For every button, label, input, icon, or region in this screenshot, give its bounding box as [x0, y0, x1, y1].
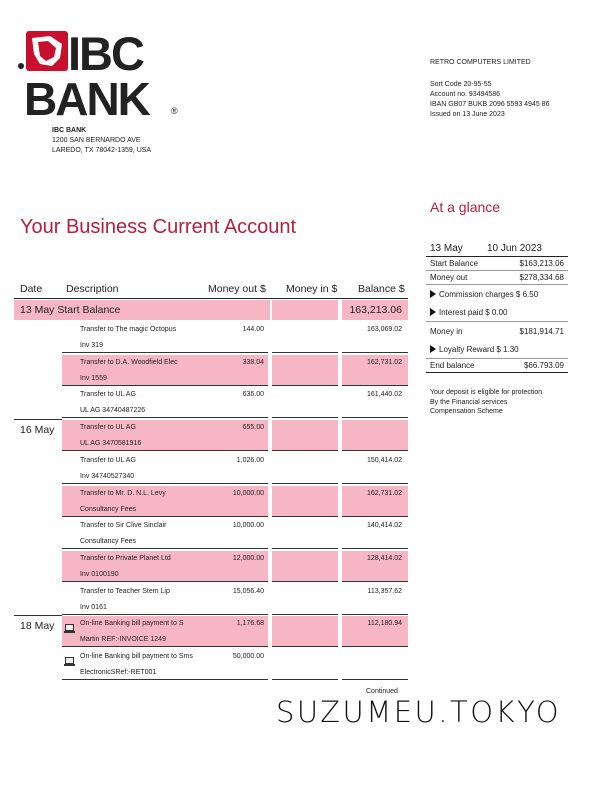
glance-interest-row — [426, 303, 568, 322]
row-money-out: 338.04 — [242, 359, 264, 366]
row-description-line1: Transfer to UL AG — [80, 391, 136, 398]
row-money-in-cell — [272, 387, 338, 418]
account-number: Account no. 93494586 — [430, 91, 501, 98]
online-banking-icon — [65, 657, 74, 664]
table-row — [62, 551, 268, 582]
row-money-in-cell — [272, 584, 338, 615]
row-description-line2: UL AG 34740487226 — [80, 407, 146, 414]
logo-registered: ® — [171, 106, 178, 116]
row-money-in-cell — [272, 649, 338, 680]
row-money-in-cell — [272, 518, 338, 549]
triangle-icon — [430, 290, 436, 298]
transactions-header — [14, 280, 408, 299]
row-balance: 161,440.02 — [366, 391, 402, 398]
row-description-line1: Transfer to Private Planet Ltd — [80, 555, 171, 562]
glance-loyalty: Loyalty Reward $ 1.30 — [439, 344, 519, 354]
row-balance-cell — [342, 518, 408, 549]
customer-info — [430, 58, 549, 120]
glance-out-row — [426, 271, 568, 285]
iban: IBAN GB07 BUKB 2096 5593 4945 86 — [430, 101, 550, 108]
row-money-out: 10,000.00 — [232, 490, 264, 497]
logo-dot — [18, 63, 24, 69]
row-money-in-cell — [272, 453, 338, 484]
row-description-line1: Transfer to UL AG — [80, 457, 136, 464]
row-description-line1: Transfer to D.A. Woodfield Elec — [80, 359, 178, 366]
row-balance: 140,414.02 — [366, 522, 402, 529]
bank-address — [52, 126, 151, 156]
row-balance-cell — [342, 551, 408, 582]
date-divider — [14, 615, 62, 616]
row-balance-cell — [342, 649, 408, 680]
ibc-bank-logo — [16, 28, 184, 118]
row-description-line1: Transfer to Mr. D. N.L. Levy — [80, 490, 166, 497]
online-banking-icon — [65, 624, 74, 631]
row-description-line2: Consultancy Fees — [80, 538, 137, 545]
start-money-in-cell — [272, 300, 338, 320]
glance-loyalty-row — [426, 340, 568, 359]
header-money-out: Money out $ — [208, 283, 266, 295]
header-balance: Balance $ — [358, 283, 405, 295]
table-row — [62, 453, 268, 484]
table-row — [62, 420, 268, 451]
glance-title: At a glance — [430, 199, 501, 215]
glance-date-to: 10 Jun 2023 — [486, 243, 542, 254]
row-description-line2: Inv 1559 — [80, 375, 107, 382]
row-money-in-cell — [272, 355, 338, 386]
row-money-out: 144.00 — [242, 326, 264, 333]
row-balance-cell — [342, 486, 408, 517]
table-row — [62, 486, 268, 517]
glance-in-label: Money in — [430, 326, 463, 336]
row-balance-cell — [342, 322, 408, 353]
row-balance-cell — [342, 616, 408, 647]
row-balance: 128,414.02 — [366, 555, 402, 562]
glance-date-from: 13 May — [430, 243, 463, 254]
watermark: SUZUMEU.TOKYO — [276, 695, 562, 729]
continued-label: Continued — [366, 688, 398, 695]
row-money-in-cell — [272, 420, 338, 451]
row-balance-cell — [342, 420, 408, 451]
row-balance: 150,414.02 — [366, 457, 402, 464]
row-description-line1: On-line Banking bill payment to Sms — [80, 653, 193, 660]
triangle-icon — [430, 308, 436, 316]
row-money-out: 10,000.00 — [232, 522, 264, 529]
row-balance: 162,731.02 — [366, 490, 402, 497]
row-description-line1: Transfer to UL AG — [80, 424, 136, 431]
table-row — [62, 518, 268, 549]
row-money-out: 636.00 — [242, 391, 264, 398]
glance-in-row — [426, 322, 568, 340]
header-description: Description — [66, 283, 119, 295]
glance-start-label: Start Balance — [430, 259, 479, 268]
bank-name: IBC BANK — [52, 127, 87, 134]
table-row — [62, 584, 268, 615]
row-description-line2: Martin REF:-INVOICE 1249 — [80, 636, 166, 643]
glance-out-value: $278,334.68 — [519, 273, 564, 282]
row-description-line2: ElectronicSRef:-RET001 — [80, 669, 157, 676]
row-balance: 162,731.02 — [366, 359, 402, 366]
row-money-out: 1,176.68 — [236, 620, 264, 627]
date-18-may: 18 May — [20, 620, 55, 632]
customer-company: RETRO COMPUTERS LIMITED — [430, 59, 531, 66]
glance-end-value: $66.793.09 — [523, 361, 564, 370]
glance-start-value: $163,213.06 — [519, 259, 564, 268]
row-description-line2: Inv 0100190 — [80, 571, 119, 578]
row-balance: 113,357.62 — [367, 588, 402, 595]
glance-out-label: Money out — [430, 273, 468, 282]
date-divider — [14, 419, 62, 420]
triangle-icon — [430, 345, 436, 353]
deposit-note-line2: By the Financial services — [430, 398, 508, 406]
row-description-line1: Transfer to The magic Octopus — [80, 326, 177, 333]
row-description-line1: Transfer to Sir Clive Sinclair — [80, 522, 167, 529]
glance-commission: Commission charges $ 6.50 — [439, 289, 539, 299]
row-money-out: 12,000.00 — [232, 555, 264, 562]
header-money-in: Money in $ — [286, 283, 338, 295]
start-balance-row — [14, 300, 270, 320]
glance-interest: Interest paid $ 0.00 — [439, 307, 508, 317]
row-money-out: 655.00 — [242, 424, 264, 431]
row-money-in-cell — [272, 616, 338, 647]
glance-period — [426, 240, 568, 257]
row-money-in-cell — [272, 486, 338, 517]
glance-in-value: $181,914.71 — [519, 326, 564, 336]
glance-end-label: End balance — [430, 361, 475, 370]
row-balance-cell — [342, 584, 408, 615]
date-16-may: 16 May — [20, 424, 55, 436]
row-balance-cell — [342, 387, 408, 418]
row-money-in-cell — [272, 551, 338, 582]
glance-panel — [426, 240, 568, 373]
row-description-line2: Consultancy Fees — [80, 506, 137, 513]
issued-date: Issued on 13 June 2023 — [430, 111, 505, 118]
logo-text-bank: BANK — [24, 73, 149, 118]
table-row — [62, 649, 268, 680]
start-balance-cell — [342, 300, 408, 320]
glance-start-row — [426, 257, 568, 271]
row-description-line1: Transfer to Teacher Stem Lip — [80, 588, 170, 595]
row-balance-cell — [342, 453, 408, 484]
table-row — [62, 355, 268, 386]
deposit-note-line3: Compensation Scheme — [430, 408, 503, 415]
row-description-line1: On-line Banking bill payment to S — [80, 620, 184, 627]
deposit-note — [430, 388, 542, 417]
row-description-line2: Inv 34740527340 — [80, 473, 135, 480]
glance-end-row — [426, 359, 568, 373]
row-description-line2: Inv 0161 — [80, 604, 107, 611]
bank-address-line2: LAREDO, TX 78042-1359, USA — [52, 147, 152, 154]
row-description-line2: UL AG 3470581916 — [80, 440, 142, 447]
table-row — [62, 322, 268, 353]
row-balance-cell — [342, 355, 408, 386]
row-description-line2: Inv 319 — [80, 342, 103, 349]
row-money-out: 50,000.00 — [232, 653, 264, 660]
page-title: Your Business Current Account — [20, 216, 297, 238]
sort-code: Sort Code 20-95-55 — [430, 81, 492, 88]
deposit-note-line1: Your deposit is eligible for protection — [430, 389, 543, 396]
row-balance: 112,180.94 — [367, 620, 402, 627]
logo-text-ibc: IBC — [68, 28, 143, 80]
start-balance-label: 13 May Start Balance — [20, 304, 121, 316]
table-row — [62, 616, 268, 647]
header-date: Date — [20, 283, 43, 295]
row-money-in-cell — [272, 322, 338, 353]
row-balance: 163,069.02 — [366, 326, 402, 333]
table-row — [62, 387, 268, 418]
start-balance-value: 163,213.06 — [349, 304, 402, 316]
glance-commission-row — [426, 285, 568, 303]
bank-address-line1: 1200 SAN BERNARDO AVE — [52, 137, 141, 144]
row-money-out: 15,056.40 — [232, 588, 264, 595]
row-money-out: 1,026.00 — [236, 457, 264, 464]
